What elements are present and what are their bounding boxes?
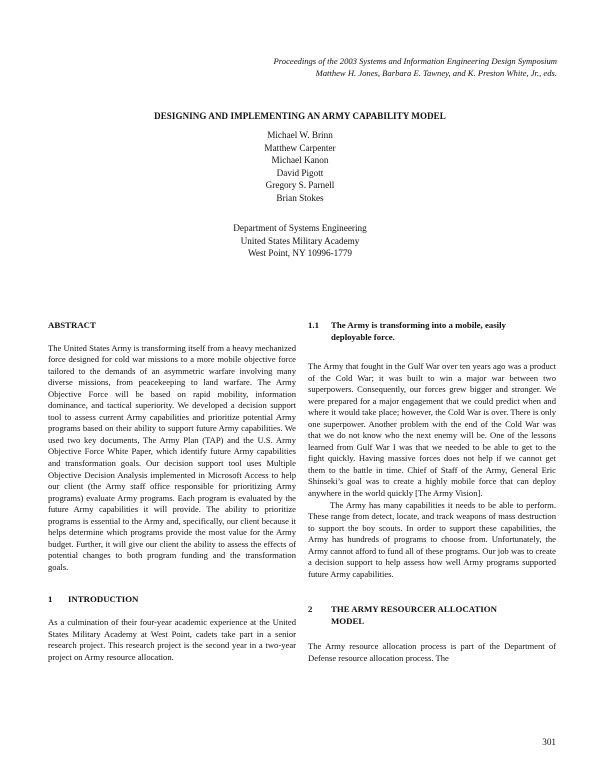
author-name: David Pigott: [276, 167, 324, 178]
author-name: Brian Stokes: [276, 192, 324, 203]
section-title-line-1: THE ARMY RESOURCER ALLOCATION: [331, 604, 497, 615]
author-name: Gregory S. Parnell: [265, 180, 335, 191]
author-name: Michael W. Brinn: [267, 130, 333, 140]
page-number: 301: [542, 737, 556, 747]
proceedings-line-1: Proceedings of the 2003 Systems and Information Engineering Design Symposium: [273, 56, 557, 66]
abstract-heading: ABSTRACT: [48, 320, 96, 330]
affiliation-department: Department of Systems Engineering: [233, 223, 367, 233]
affiliation-address: West Point, NY 10996-1779: [247, 248, 353, 259]
section-2-heading: [308, 604, 556, 627]
section-number: 1: [48, 594, 53, 605]
subsection-1-1-paragraph-2: The Army has many capabilities it needs to be able to perform. These range from detect, locate, and track weapons of mass destruction to support the boy scouts. In order to support these capabilities, the Army has hundreds of programs to choose from. Unfortunately, the Army cannot afford to fund all of these programs. Our job was to create a decision support to help assess how well Army programs supported future Army capabilities.: [308, 499, 556, 579]
introduction-heading: [48, 594, 296, 606]
proceedings-header: [137, 55, 557, 79]
abstract-text: The United States Army is transforming itself from a heavy mechanized force designed for cold war missions to a more mobile objective force tailored to the demands of an asymmetric warfare involving many diverse missions, from peacekeeping to land warfare. The Army Objective Force will be based on rapid mobility, information dominance, and tactical superiority. We developed a decision support tool to assess current Army capabilities and prioritize potential Army programs based on their ability to support future Army capabilities. We used two key documents, The Army Plan (TAP) and the U.S. Army Objective Force White Paper, which identify future Army capabilities and transformation goals. Our decision support tool uses Multiple Objective Decision Analysis implemented in Microsoft Access to help our client (the Army staff office responsible for prioritizing Army programs) evaluate Army programs. Each program is evaluated by the future Army capabilities it will provide. The ability to prioritize programs is essential to the Army and, specifically, our client because it helps determine which programs provide the most value for the Army budget. Further, it will give our client the ability to assess the effects of potential changes to both program funding and the transformation goals.: [48, 342, 296, 572]
section-title: INTRODUCTION: [68, 594, 139, 605]
right-column: [308, 320, 556, 664]
paper-title: DESIGNING AND IMPLEMENTING AN ARMY CAPABILITY MODEL: [154, 111, 446, 121]
left-column: [48, 320, 296, 663]
author-name: Matthew Carpenter: [264, 142, 336, 153]
affiliation-block: [0, 222, 600, 260]
introduction-text: As a culmination of their four-year academic experience at the United States Military Academy at West Point, cadets take part in a senior research project. This research project is the second year in a two-year project on Army resource allocation.: [48, 617, 296, 662]
author-list: [0, 129, 600, 205]
subsection-1-1-heading: [308, 320, 556, 343]
subsection-1-1-paragraph-1: The Army that fought in the Gulf War over ten years ago was a product of the Cold War; it was built to win a major war between two superpowers. Consequently, our forces grew bigger and stronger. We were prepared for a major engagement that we could predict when and where it would take place; however, the Cold War is over. There is only one superpower. Another problem with the end of the Cold War was that we do not know who the next enemy will be. One of the lessons learned from Gulf War I was that we needed to be able to get to the fight quickly. Having massive forces does not help if we cannot get them to the battle in time. Chief of Staff of the Army, General Eric Shinseki’s goal was to create a highly mobile force that can deploy anywhere in the world quickly [The Army Vision].: [308, 361, 556, 499]
section-title-line-1: The Army is transforming into a mobile, easily: [331, 320, 506, 330]
section-number: 2: [308, 604, 313, 615]
author-name: Michael Kanon: [271, 155, 329, 166]
section-2-text: The Army resource allocation process is part of the Department of Defense resource allocation process. The: [308, 641, 556, 663]
section-title-line-2: deployable force.: [331, 331, 395, 342]
section-number: 1.1: [308, 320, 319, 330]
proceedings-editors-line: Matthew H. Jones, Barbara E. Tawney, and K. Preston White, Jr., eds.: [315, 68, 557, 78]
section-title-line-2: MODEL: [331, 615, 365, 626]
affiliation-institution: United States Military Academy: [240, 235, 360, 246]
